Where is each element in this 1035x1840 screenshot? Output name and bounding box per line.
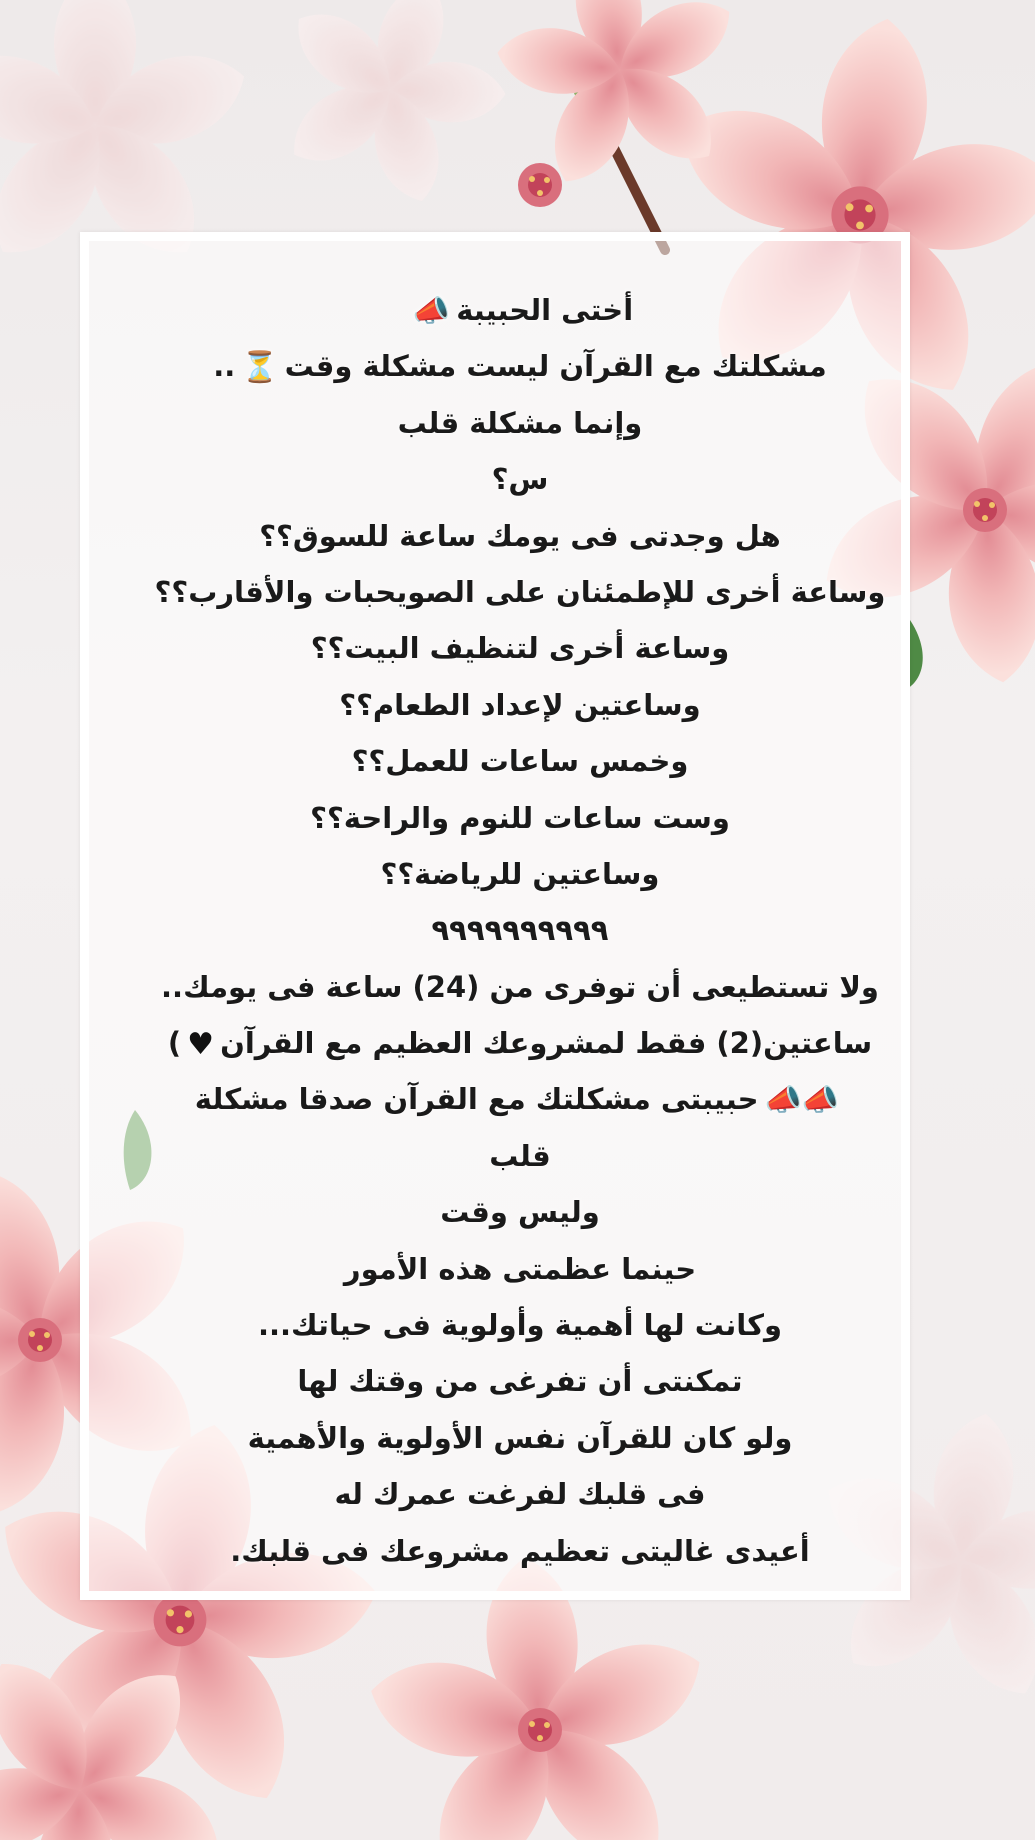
text-line-19: وكانت لها أهمية وأولوية فى حياتك... [257, 1308, 783, 1343]
text-line-23: أعيدى غاليتى تعظيم مشروعك فى قلبك. [230, 1533, 810, 1568]
text-line-12: ٩٩٩٩٩٩٩٩٩٩ [431, 913, 609, 948]
megaphone-icon: 📣📣 [764, 1083, 840, 1119]
text-line-17: وليس وقت [440, 1195, 600, 1230]
text-line-14: ساعتين(2) فقط لمشروعك العظيم مع القرآن♥) [100, 1015, 940, 1071]
poem-text [100, 282, 940, 1579]
text-line-4: س؟ [491, 462, 549, 497]
heart-icon: ♥ [187, 1026, 215, 1062]
text-line-3: وإنما مشكلة قلب [397, 405, 643, 440]
text-line-20: تمكنتى أن تفرغى من وقتك لها [297, 1364, 743, 1399]
text-line-11: وساعتين للرياضة؟؟ [380, 856, 660, 891]
text-line-18: حينما عظمتى هذه الأمور [343, 1251, 697, 1286]
text-line-2: مشكلتك مع القرآن ليست مشكلة وقت⏳.. [100, 338, 940, 394]
text-line-16: قلب [489, 1138, 551, 1173]
megaphone-icon: 📣 [412, 293, 451, 329]
text-line-13: ولا تستطيعى أن توفرى من (24) ساعة فى يومك.. [161, 969, 879, 1004]
text-line-22: فى قلبك لفرغت عمرك له [334, 1477, 706, 1512]
text-line-10: وست ساعات للنوم والراحة؟؟ [310, 800, 730, 835]
text-line-8: وساعتين لإعداد الطعام؟؟ [339, 687, 701, 722]
text-line-7: وساعة أخرى لتنظيف البيت؟؟ [310, 631, 730, 666]
text-line-21: ولو كان للقرآن نفس الأولوية والأهمية [247, 1420, 793, 1455]
text-line-1: أختى الحبيبة📣 [100, 282, 940, 338]
hourglass-icon: ⏳ [241, 350, 279, 386]
text-line-5: هل وجدتى فى يومك ساعة للسوق؟؟ [259, 518, 781, 553]
text-line-15: 📣📣حبيبتى مشكلتك مع القرآن صدقا مشكلة [100, 1071, 940, 1127]
text-line-6: وساعة أخرى للإطمئنان على الصويحبات والأقارب؟؟ [154, 574, 886, 609]
text-line-9: وخمس ساعات للعمل؟؟ [351, 744, 689, 779]
